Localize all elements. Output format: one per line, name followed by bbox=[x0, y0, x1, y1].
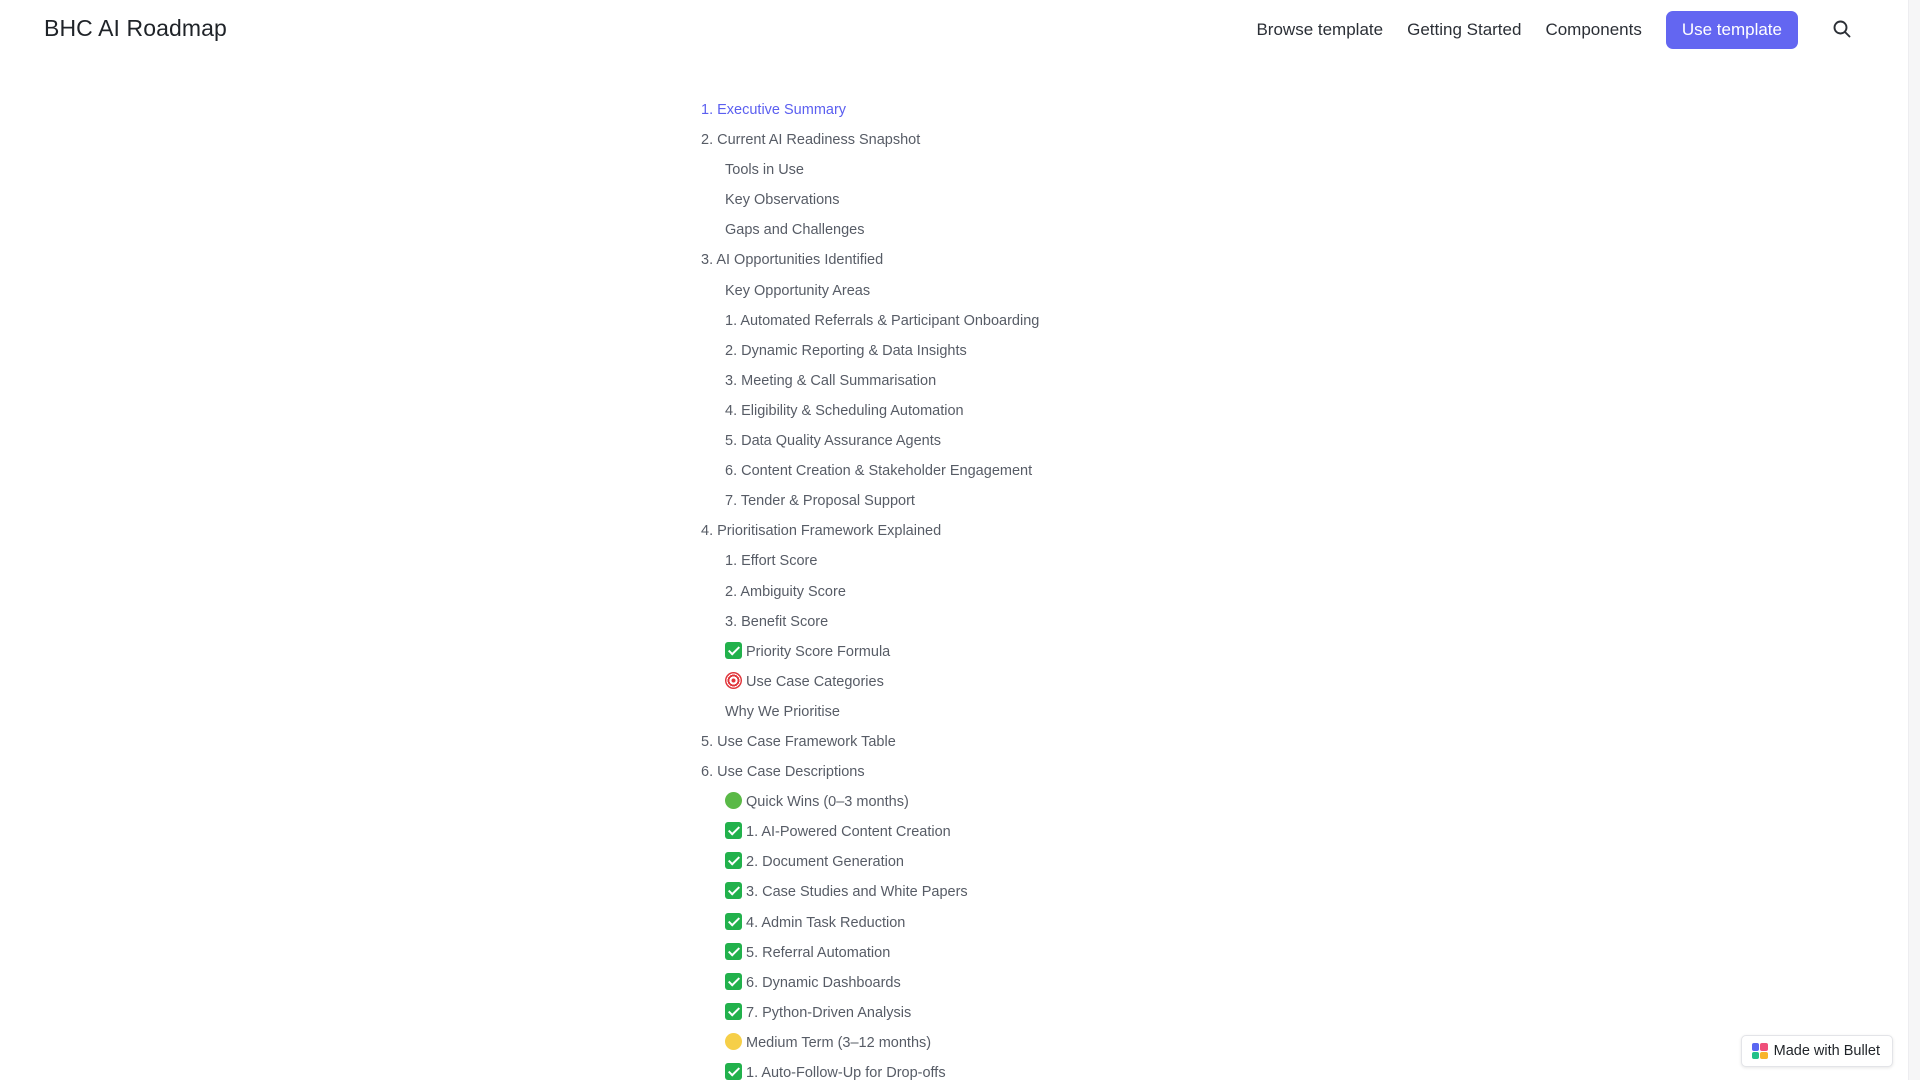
nav-components[interactable]: Components bbox=[1545, 20, 1642, 39]
toc-item-label: Use Case Categories bbox=[746, 673, 884, 690]
toc-item[interactable] bbox=[701, 641, 1261, 671]
check-mark-icon bbox=[725, 822, 742, 839]
site-title[interactable]: BHC AI Roadmap bbox=[44, 15, 227, 41]
toc-item-label: Key Opportunity Areas bbox=[725, 282, 871, 299]
check-mark-icon bbox=[725, 852, 742, 869]
toc-item[interactable] bbox=[701, 1062, 1261, 1080]
toc-item[interactable] bbox=[701, 731, 1261, 761]
toc-item[interactable] bbox=[701, 159, 1261, 189]
search-button[interactable] bbox=[1830, 17, 1854, 41]
toc-item-label: 2. Current AI Readiness Snapshot bbox=[701, 132, 921, 149]
use-template-button[interactable]: Use template bbox=[1666, 11, 1798, 49]
toc-item[interactable] bbox=[701, 972, 1261, 1002]
toc-item-label: 5. Referral Automation bbox=[746, 944, 891, 961]
toc-item[interactable] bbox=[701, 671, 1261, 701]
top-nav bbox=[1256, 11, 1798, 49]
toc-item-label: 1. Effort Score bbox=[725, 553, 818, 570]
toc-item-label: 7. Tender & Proposal Support bbox=[725, 493, 915, 510]
toc-item[interactable] bbox=[701, 189, 1261, 219]
toc-item-label: Quick Wins (0–3 months) bbox=[746, 794, 909, 811]
toc-item[interactable] bbox=[701, 99, 1261, 129]
toc-item[interactable] bbox=[701, 520, 1261, 550]
toc-item[interactable] bbox=[701, 430, 1261, 460]
toc-item[interactable] bbox=[701, 280, 1261, 310]
toc-item[interactable] bbox=[701, 851, 1261, 881]
toc-item[interactable] bbox=[701, 370, 1261, 400]
toc-item-label: 3. Meeting & Call Summarisation bbox=[725, 372, 937, 389]
check-mark-icon bbox=[725, 973, 742, 990]
toc-item[interactable] bbox=[701, 340, 1261, 370]
toc-item-label: Medium Term (3–12 months) bbox=[746, 1034, 932, 1051]
toc-item[interactable] bbox=[701, 460, 1261, 490]
toc-item-label: 5. Data Quality Assurance Agents bbox=[725, 433, 942, 450]
toc-item-label: 1. AI-Powered Content Creation bbox=[746, 824, 951, 841]
toc-item-label: 4. Eligibility & Scheduling Automation bbox=[725, 402, 964, 419]
search-icon bbox=[1830, 17, 1854, 41]
toc-item[interactable] bbox=[701, 1032, 1261, 1062]
toc-item[interactable] bbox=[701, 249, 1261, 279]
toc-item[interactable] bbox=[701, 219, 1261, 249]
toc-item[interactable] bbox=[701, 791, 1261, 821]
top-header bbox=[0, 0, 1909, 60]
toc-item-label: 3. Case Studies and White Papers bbox=[746, 884, 968, 901]
toc-item[interactable] bbox=[701, 821, 1261, 851]
toc-item-label: 2. Dynamic Reporting & Data Insights bbox=[725, 342, 967, 359]
toc-item-label: 1. Automated Referrals & Participant Onboarding bbox=[725, 312, 1040, 329]
toc-item-label: Gaps and Challenges bbox=[725, 222, 865, 239]
check-mark-icon bbox=[725, 913, 742, 930]
toc-item[interactable] bbox=[701, 490, 1261, 520]
toc-item-label: 2. Document Generation bbox=[746, 854, 904, 871]
toc-item-label: 2. Ambiguity Score bbox=[725, 583, 846, 600]
nav-browse-template[interactable]: Browse template bbox=[1256, 20, 1384, 39]
made-with-bullet-badge[interactable] bbox=[1741, 1035, 1893, 1067]
toc-item[interactable] bbox=[701, 550, 1261, 580]
check-mark-icon bbox=[725, 943, 742, 960]
badge-label: Made with Bullet bbox=[1773, 1043, 1880, 1059]
toc-item[interactable] bbox=[701, 761, 1261, 791]
check-mark-icon bbox=[725, 882, 742, 899]
toc-item-label: 4. Admin Task Reduction bbox=[746, 914, 906, 931]
check-mark-icon bbox=[725, 1063, 742, 1080]
toc-item-label: Priority Score Formula bbox=[746, 643, 891, 660]
toc-item-label: 4. Prioritisation Framework Explained bbox=[701, 523, 942, 540]
toc-item-label: 3. Benefit Score bbox=[725, 613, 829, 630]
toc-item[interactable] bbox=[701, 611, 1261, 641]
toc-item[interactable] bbox=[701, 1002, 1261, 1032]
toc-item[interactable] bbox=[701, 581, 1261, 611]
page-scrollbar[interactable] bbox=[1908, 0, 1920, 1080]
toc-item-label: Key Observations bbox=[725, 192, 840, 209]
yellow-circle-icon bbox=[725, 1033, 742, 1050]
bullet-logo-icon bbox=[1752, 1043, 1768, 1059]
check-mark-icon bbox=[725, 1003, 742, 1020]
toc-item-label: 1. Auto-Follow-Up for Drop-offs bbox=[746, 1065, 946, 1080]
toc-item-label: 5. Use Case Framework Table bbox=[701, 733, 896, 750]
green-circle-icon bbox=[725, 792, 742, 809]
toc-item-label: 1. Executive Summary bbox=[701, 102, 847, 118]
toc-item-label: 6. Use Case Descriptions bbox=[701, 764, 865, 781]
toc-item-label: Tools in Use bbox=[725, 162, 804, 179]
toc-item-label: 7. Python-Driven Analysis bbox=[746, 1004, 912, 1021]
toc-item-label: 6. Dynamic Dashboards bbox=[746, 974, 901, 991]
toc-item-label: Why We Prioritise bbox=[725, 703, 840, 720]
toc-item-label: 6. Content Creation & Stakeholder Engagement bbox=[725, 463, 1033, 480]
table-of-contents bbox=[701, 99, 1261, 1080]
check-mark-icon bbox=[725, 642, 742, 659]
toc-item[interactable] bbox=[701, 400, 1261, 430]
toc-item[interactable] bbox=[701, 881, 1261, 911]
toc-item[interactable] bbox=[701, 912, 1261, 942]
target-icon bbox=[725, 672, 742, 689]
toc-item[interactable] bbox=[701, 942, 1261, 972]
toc-item[interactable] bbox=[701, 310, 1261, 340]
toc-item[interactable] bbox=[701, 701, 1261, 731]
toc-item[interactable] bbox=[701, 129, 1261, 159]
nav-getting-started[interactable]: Getting Started bbox=[1407, 20, 1522, 39]
toc-item-label: 3. AI Opportunities Identified bbox=[701, 252, 884, 269]
